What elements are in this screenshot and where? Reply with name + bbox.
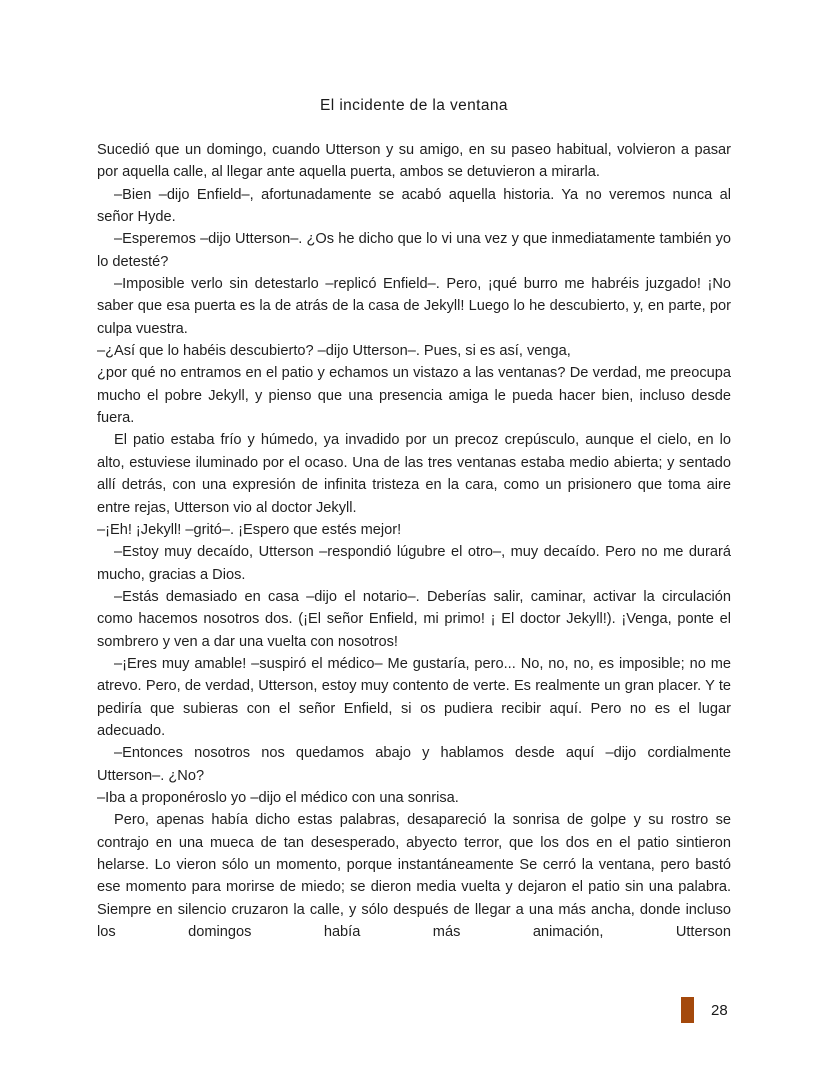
paragraph: –¡Eres muy amable! –suspiró el médico– Me gustaría, pero... No, no, no, es imposible; no me atrevo. Pero, de verdad, Utterson, estoy muy contento de verte. Es realmente un gran placer. Y te pediría que subieras con el señor Enfield, si os pudiera recibir aquí. Pero no es el lugar adecuado. (97, 655, 731, 739)
page-number: 28 (711, 1001, 728, 1019)
paragraph: ¿por qué no entramos en el patio y echamos un vistazo a las ventanas? De verdad, me preocupa mucho el pobre Jekyll, y pienso que una presencia amiga le pueda hacer bien, incluso desde fuera. (97, 365, 731, 427)
paragraph: Pero, apenas había dicho estas palabras, desapareció la sonrisa de golpe y su rostro se contrajo en una mueca de tan desesperado, abyecto terror, que los dos en el patio sintieron helarse. Lo vieron sólo un momento, porque instantáneamente Se cerró la ventana, pero bastó ese momento para morirse de miedo; se dieron media vuelta y dejaron el patio sin una palabra. Siempre en silencio cruzaron la calle, y sólo después de llegar a una más ancha, donde incluso los domingos había más animación, Utterson (97, 812, 731, 941)
paragraph: –¡Eh! ¡Jekyll! –gritó–. ¡Espero que estés mejor! (97, 521, 402, 538)
paragraph: –Estoy muy decaído, Utterson –respondió lúgubre el otro–, muy decaído. Pero no me durará mucho, gracias a Dios. (97, 544, 731, 583)
paragraph: –Imposible verlo sin detestarlo –replicó Enfield–. Pero, ¡qué burro me habréis juzgado! ¡No saber que esa puerta es la de atrás de la casa de Jekyll! Luego lo he descubierto, y, en parte, por culpa vuestra. (97, 276, 731, 337)
paragraph: –Entonces nosotros nos quedamos abajo y hablamos desde aquí –dijo cordialmente Utterson–. ¿No? (97, 745, 731, 784)
paragraph: –Bien –dijo Enfield–, afortunadamente se acabó aquella historia. Ya no veremos nunca al señor Hyde. (97, 186, 731, 226)
paragraph: Sucedió que un domingo, cuando Utterson y su amigo, en su paseo habitual, volvieron a pasar por aquella calle, al llegar ante aquella puerta, ambos se detuvieron a mirarla. (97, 142, 731, 181)
paragraph: El patio estaba frío y húmedo, ya invadido por un precoz crepúsculo, aunque el cielo, en lo alto, estuviese iluminado por el ocaso. Una de las tres ventanas estaba medio abierta; y sentado allí detrás, con una expresión de infinita tristeza en la cara, como un prisionero que toma aire entre rejas, Utterson vio al doctor Jekyll. (97, 432, 731, 516)
page-footer (681, 997, 728, 1023)
page-marker-bar (681, 997, 694, 1023)
chapter-body (97, 139, 731, 943)
chapter-title: El incidente de la ventana (320, 97, 508, 114)
paragraph: –Estás demasiado en casa –dijo el notario–. Deberías salir, caminar, activar la circulación como hacemos nosotros dos. (¡El señor Enfield, mi primo! ¡ El doctor Jekyll!). ¡Venga, ponte el sombrero y ven a dar una vuelta con nosotros! (97, 588, 731, 650)
paragraph: –¿Así que lo habéis descubierto? –dijo Utterson–. Pues, si es así, venga, (97, 343, 571, 360)
paragraph: –Esperemos –dijo Utterson–. ¿Os he dicho que lo vi una vez y que inmediatamente también yo lo detesté? (97, 231, 731, 270)
paragraph: –Iba a proponéroslo yo –dijo el médico con una sonrisa. (97, 789, 459, 806)
